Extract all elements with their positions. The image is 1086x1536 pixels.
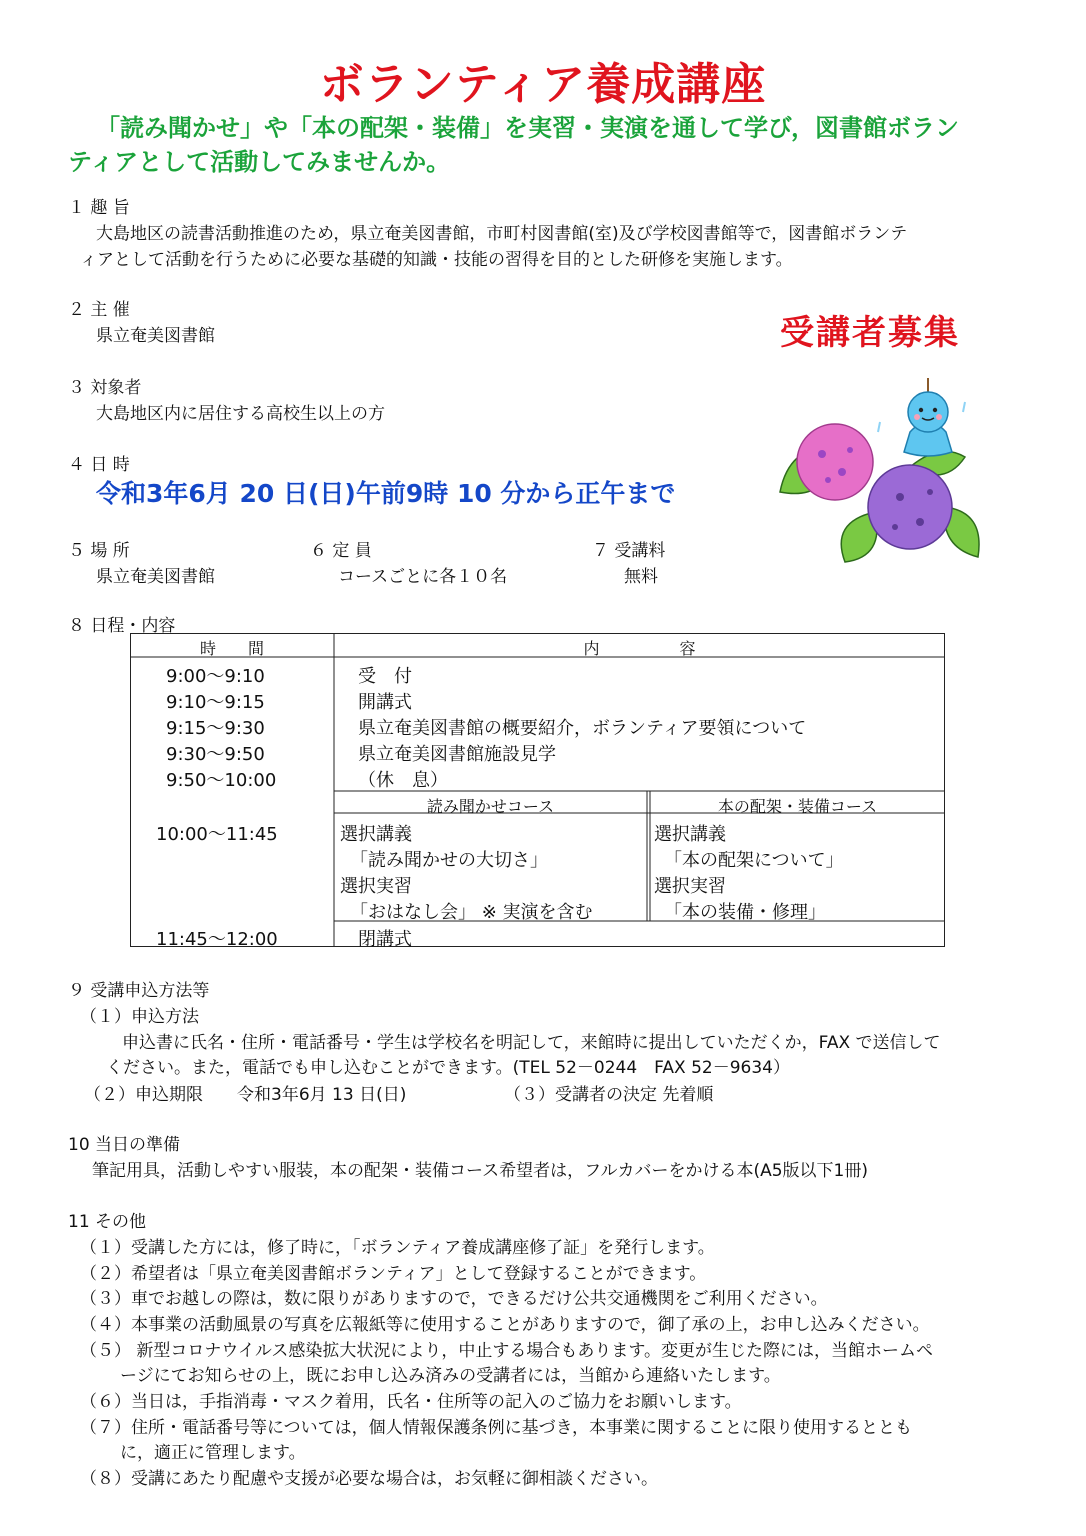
course-b-name: 本の配架・装備コース xyxy=(717,797,878,816)
sec1-line-1: 大島地区の読書活動推進のため，県立奄美図書館，市町村図書館(室)及び学校図書館等で，図書館ボランテ xyxy=(96,224,908,244)
course-time: 10:00～11:45 xyxy=(156,824,278,845)
sec7-heading: ７ 受講料 xyxy=(592,541,666,561)
sec6-body: コースごとに各１０名 xyxy=(338,567,508,587)
pink-hydrangea xyxy=(797,424,873,500)
subtitle-line-2: ティアとして活動してみませんか。 xyxy=(68,148,451,176)
course-b-line-4: 「本の装備・修理」 xyxy=(664,902,826,923)
sec2-heading: ２ 主 催 xyxy=(68,300,130,320)
sec2-body: 県立奄美図書館 xyxy=(96,326,215,346)
sec11-heading: 11 その他 xyxy=(68,1212,147,1232)
course-b-line-2: 「本の配架について」 xyxy=(664,850,844,871)
table-header-content: 内 容 xyxy=(583,639,696,658)
sec9-p1-line-2: ください。また，電話でも申し込むことができます。(TEL 52－0244 FAX 52－9634） xyxy=(106,1058,790,1078)
sec1-heading: １ 趣 旨 xyxy=(68,198,130,218)
sec11-item-5: （５） 新型コロナウイルス感染拡大状況により，中止する場合もあります。変更が生じた際には，当館ホームペ xyxy=(80,1341,934,1361)
sec9-selection: （３）受講者の決定 先着順 xyxy=(504,1085,714,1105)
sec11-item-8: （８）受講にあたり配慮や支援が必要な場合は，お気軽に御相談ください。 xyxy=(80,1469,658,1489)
sec5-heading: ５ 場 所 xyxy=(68,541,130,561)
sec7-body: 無料 xyxy=(624,567,658,587)
sec11-item-6: （６）当日は，手指消毒・マスク着用，氏名・住所等の記入のご協力をお願いします。 xyxy=(80,1392,742,1412)
sec8-heading: ８ 日程・内容 xyxy=(68,616,176,636)
row-time-5: 9:50～10:00 xyxy=(166,770,277,791)
closing-content: 閉講式 xyxy=(358,929,412,950)
course-a-name: 読み聞かせコース xyxy=(426,797,555,816)
purple-hydrangea xyxy=(868,465,952,549)
course-a-line-4: 「おはなし会」 ※ 実演を含む xyxy=(350,902,593,923)
row-time-2: 9:10～9:15 xyxy=(166,692,265,713)
course-a-line-3: 選択実習 xyxy=(340,876,412,897)
subtitle-line-1: 「読み聞かせ」や「本の配架・装備」を実習・実演を通して学び，図書館ボラン xyxy=(96,114,960,142)
row-content-3: 県立奄美図書館の概要紹介，ボランティア要領について xyxy=(358,718,807,739)
sec11-item-2: （２）希望者は「県立奄美図書館ボランティア」として登録することができます。 xyxy=(80,1264,707,1284)
row-time-4: 9:30～9:50 xyxy=(166,744,265,765)
page-title: ボランティア養成講座 xyxy=(319,59,767,110)
course-a-line-2: 「読み聞かせの大切さ」 xyxy=(350,850,548,871)
sec9-deadline: （２）申込期限 令和3年6月 13 日(日) xyxy=(84,1085,407,1105)
row-content-1: 受 付 xyxy=(358,666,412,687)
sec9-p1-line-1: 申込書に氏名・住所・電話番号・学生は学校名を明記して，来館時に提出していただくか，FAX で送信して xyxy=(122,1033,941,1053)
sec10-body: 筆記用具，活動しやすい服装，本の配架・装備コース希望者は，フルカバーをかける本(A5版以下1冊) xyxy=(92,1161,868,1181)
sec6-heading: ６ 定 員 xyxy=(310,541,372,561)
sec5-body: 県立奄美図書館 xyxy=(96,567,215,587)
sec11-item-1: （１）受講した方には，修了時に，「ボランティア養成講座修了証」を発行します。 xyxy=(80,1238,715,1258)
closing-time: 11:45～12:00 xyxy=(156,929,278,950)
table-header-time: 時 間 xyxy=(199,639,264,658)
course-b-line-1: 選択講義 xyxy=(654,824,726,845)
sec1-line-2: ィアとして活動を行うために必要な基礎的知識・技能の習得を目的とした研修を実施します。 xyxy=(80,250,793,270)
sec4-heading: ４ 日 時 xyxy=(68,455,130,475)
sec10-heading: 10 当日の準備 xyxy=(68,1135,181,1155)
event-datetime: 令和3年6月 20 日(日)午前9時 10 分から正午まで xyxy=(96,479,676,508)
row-content-5: （休 息） xyxy=(358,770,448,791)
sec11-item-3: （３）車でお越しの際は，数に限りがありますので，できるだけ公共交通機関をご利用ください。 xyxy=(80,1289,828,1309)
recruit-banner: 受講者募集 xyxy=(780,313,960,353)
sec3-body: 大島地区内に居住する高校生以上の方 xyxy=(96,404,385,424)
teru-teru-head xyxy=(908,392,948,432)
hydrangea-illustration xyxy=(760,372,990,572)
row-content-2: 開講式 xyxy=(358,692,412,713)
course-a-line-1: 選択講義 xyxy=(340,824,412,845)
row-time-1: 9:00～9:10 xyxy=(166,666,265,687)
sec3-heading: ３ 対象者 xyxy=(68,378,142,398)
sec9-p1-heading: （１）申込方法 xyxy=(80,1007,199,1027)
sec11-item-7-cont: に，適正に管理します。 xyxy=(120,1443,306,1463)
sec11-item-5-cont: ージにてお知らせの上，既にお申し込み済みの受講者には，当館から連絡いたします。 xyxy=(120,1366,781,1386)
course-b-line-3: 選択実習 xyxy=(654,876,726,897)
row-time-3: 9:15～9:30 xyxy=(166,718,265,739)
sec11-item-4: （４）本事業の活動風景の写真を広報紙等に使用することがありますので，御了承の上，お申し込みください。 xyxy=(80,1315,930,1335)
sec9-heading: ９ 受講申込方法等 xyxy=(68,981,210,1001)
sec11-item-7: （７）住所・電話番号等については，個人情報保護条例に基づき，本事業に関することに限り使用するととも xyxy=(80,1418,912,1438)
row-content-4: 県立奄美図書館施設見学 xyxy=(358,744,556,765)
